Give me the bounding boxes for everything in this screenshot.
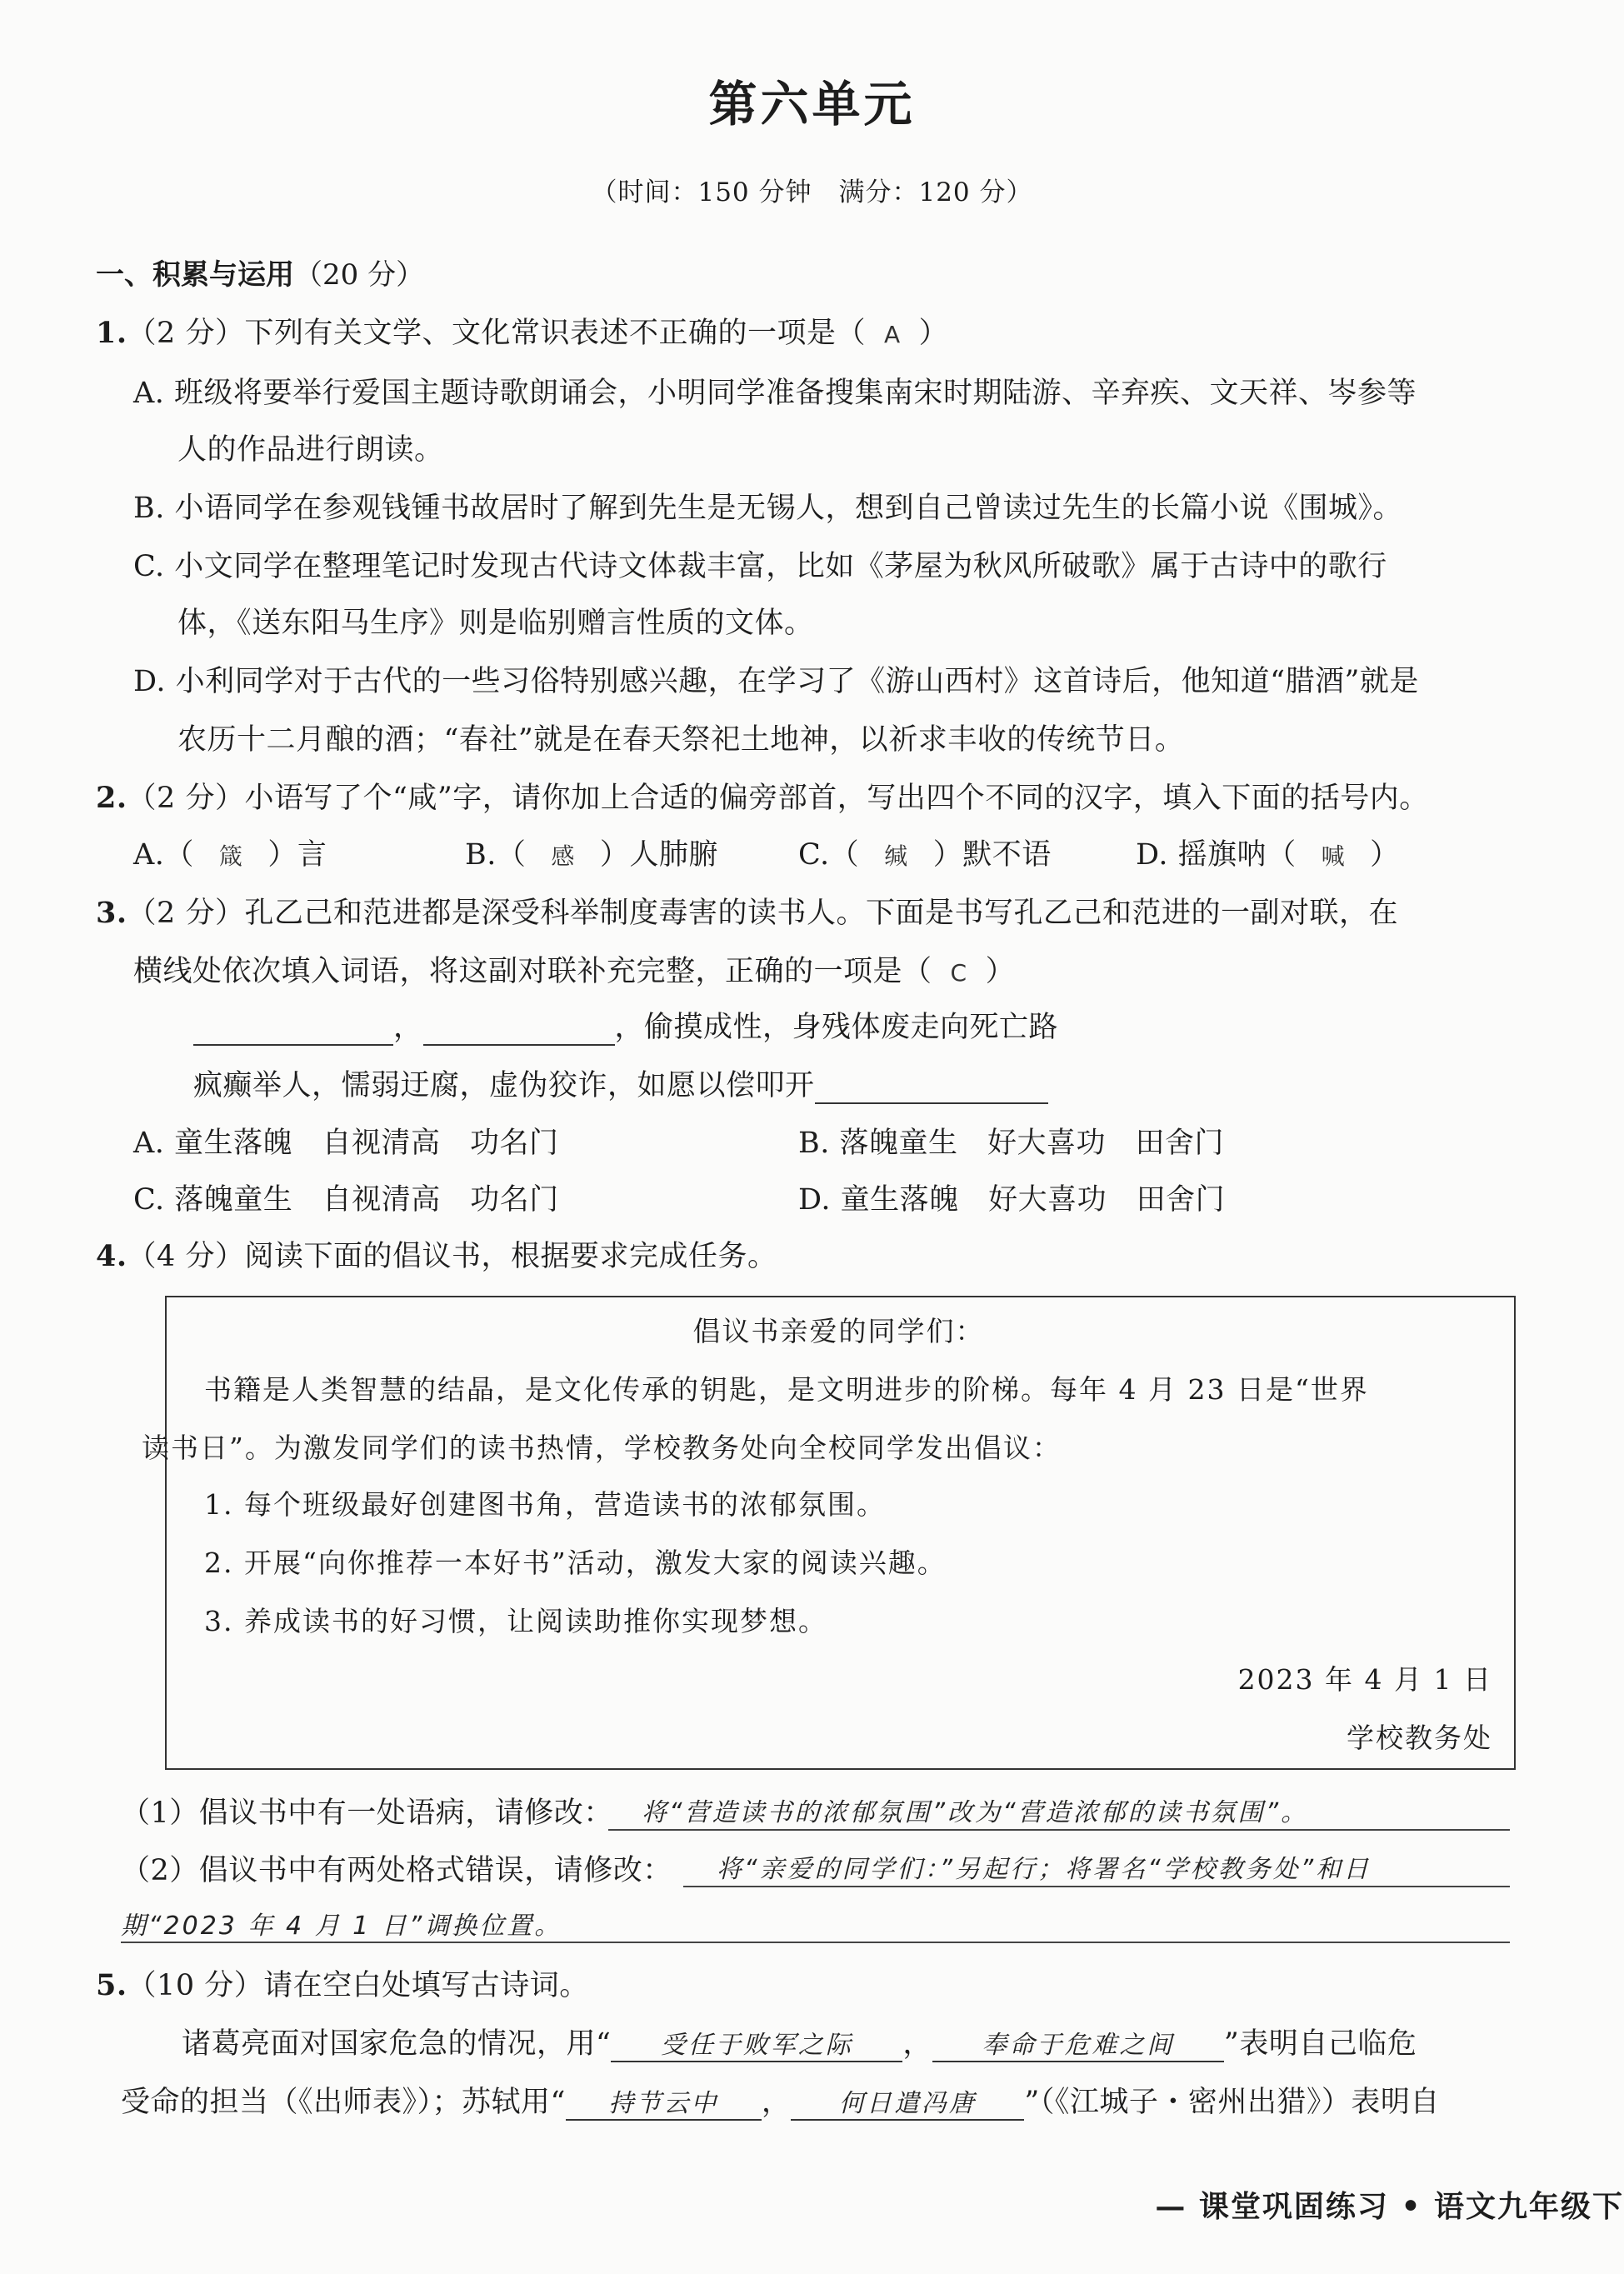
letter-item-2: 2. 开展“向你推荐一本好书”活动，激发大家的阅读兴趣。 bbox=[204, 1547, 947, 1579]
answer-choice: C bbox=[950, 959, 967, 987]
question-4-sub-1: （1）倡议书中有一处语病，请修改： bbox=[121, 1797, 613, 1830]
question-3-stem-cont: 横线处依次填入词语，将这副对联补充完整，正确的一项是（ C ） bbox=[133, 955, 1016, 988]
question-3-option-a: A. 童生落魄 自视清高 功名门 bbox=[133, 1127, 559, 1160]
question-1-option-a: A. 班级将要举行爱国主题诗歌朗诵会，小明同学准备搜集南宋时期陆游、辛弃疾、文天祥、岑参等 bbox=[133, 377, 1417, 410]
section-heading: 一、积累与运用（20 分） bbox=[96, 258, 425, 292]
answer-line bbox=[121, 1942, 1510, 1943]
poetry-blank: 持节云中 bbox=[566, 2082, 762, 2121]
letter-item-3: 3. 养成读书的好习惯，让阅读助推你实现梦想。 bbox=[204, 1605, 827, 1637]
page-footer: — 课堂巩固练习 • 语文九年级下 bbox=[1155, 2189, 1624, 2224]
answer-line bbox=[683, 1886, 1510, 1887]
letter-signer: 学校教务处 bbox=[1347, 1722, 1492, 1754]
question-2-option-c: C.（ 缄 ）默不语 bbox=[798, 838, 1052, 872]
question-4-sub-2-answer: 将“亲爱的同学们：”另起行；将署名“学校教务处”和日 bbox=[717, 1855, 1372, 1884]
poetry-blank: 何日遣冯唐 bbox=[791, 2082, 1024, 2121]
letter-date: 2023 年 4 月 1 日 bbox=[1237, 1663, 1492, 1696]
question-3-option-c: C. 落魄童生 自视清高 功名门 bbox=[133, 1183, 559, 1217]
question-2-stem: 2.（2 分）小语写了个“咸”字，请你加上合适的偏旁部首，写出四个不同的汉字，填入下面的括号内。 bbox=[96, 781, 1429, 815]
question-1-option-d-cont: 农历十二月酿的酒；“春社”就是在春天祭祀土地神，以祈求丰收的传统节日。 bbox=[177, 723, 1185, 757]
exam-info: （时间：150 分钟 满分：120 分） bbox=[591, 177, 1033, 207]
question-4-sub-2: （2）倡议书中有两处格式错误，请修改： bbox=[121, 1854, 672, 1887]
question-1-stem: 1.（2 分）下列有关文学、文化常识表述不正确的一项是（ A ） bbox=[96, 316, 949, 350]
question-1-option-b: B. 小语同学在参观钱锺书故居时了解到先生是无锡人，想到自己曾读过先生的长篇小说《围城》。 bbox=[133, 492, 1402, 525]
question-1-option-c-cont: 体，《送东阳马生序》则是临别赠言性质的文体。 bbox=[177, 607, 814, 640]
question-3-option-b: B. 落魄童生 好大喜功 田舍门 bbox=[798, 1127, 1224, 1160]
couplet-line-2: 疯癫举人，懦弱迂腐，虚伪狡诈，如愿以偿叩开 bbox=[193, 1062, 1048, 1104]
question-2-option-a: A.（ 箴 ）言 bbox=[133, 838, 327, 872]
question-1-option-d: D. 小利同学对于古代的一些习俗特别感兴趣，在学习了《游山西村》这首诗后，他知道“腊酒”就是 bbox=[133, 665, 1419, 698]
poetry-blank: 受任于败军之际 bbox=[611, 2024, 902, 2062]
letter-paragraph-cont: 读书日”。为激发同学们的读书热情，学校教务处向全校同学发出倡议： bbox=[142, 1432, 1062, 1464]
question-4-stem: 4.（4 分）阅读下面的倡议书，根据要求完成任务。 bbox=[96, 1239, 777, 1273]
poetry-line-1: 诸葛亮面对国家危急的情况，用“ 受任于败军之际 ， 奉命于危难之间 ”表明自己临危 bbox=[182, 2021, 1417, 2062]
couplet-blank bbox=[193, 1011, 393, 1046]
answer-line bbox=[608, 1829, 1510, 1831]
question-3-option-d: D. 童生落魄 好大喜功 田舍门 bbox=[798, 1183, 1226, 1217]
letter-paragraph: 书籍是人类智慧的结晶，是文化传承的钥匙，是文明进步的阶梯。每年 4 月 23 日是“世界 bbox=[204, 1373, 1369, 1406]
question-1-option-a-cont: 人的作品进行朗读。 bbox=[177, 433, 444, 467]
poetry-blank: 奉命于危难之间 bbox=[932, 2024, 1224, 2062]
question-2-option-d: D. 摇旗呐（ 喊 ） bbox=[1136, 838, 1400, 872]
poetry-line-2: 受命的担当（《出师表》）；苏轼用“ 持节云中 ， 何日遣冯唐 ”（《江城子・密州出猎》）表明自 bbox=[121, 2079, 1440, 2121]
question-2-option-b: B.（ 感 ）人肺腑 bbox=[465, 838, 718, 872]
answer-choice: A bbox=[883, 321, 901, 348]
couplet-blank bbox=[815, 1069, 1048, 1104]
question-3-stem: 3.（2 分）孔乙己和范进都是深受科举制度毒害的读书人。下面是书写孔乙己和范进的一副对联，在 bbox=[96, 896, 1398, 930]
proposal-letter-box bbox=[165, 1296, 1516, 1770]
question-5-stem: 5.（10 分）请在空白处填写古诗词。 bbox=[96, 1968, 589, 2002]
letter-item-1: 1. 每个班级最好创建图书角，营造读书的浓郁氛围。 bbox=[204, 1488, 886, 1521]
couplet-blank bbox=[423, 1011, 615, 1046]
page-title: 第六单元 bbox=[708, 76, 916, 132]
letter-heading: 倡议书亲爱的同学们： bbox=[692, 1315, 985, 1347]
question-4-sub-2-answer-cont: 期“2023 年 4 月 1 日”调换位置。 bbox=[121, 1912, 562, 1941]
question-1-option-c: C. 小文同学在整理笔记时发现古代诗文体裁丰富，比如《茅屋为秋风所破歌》属于古诗中的歌行 bbox=[133, 550, 1387, 583]
couplet-line-1: ， ，偷摸成性，身残体废走向死亡路 bbox=[193, 1004, 1058, 1046]
question-4-sub-1-answer: 将“营造读书的浓郁氛围”改为“营造浓郁的读书氛围”。 bbox=[642, 1798, 1309, 1827]
